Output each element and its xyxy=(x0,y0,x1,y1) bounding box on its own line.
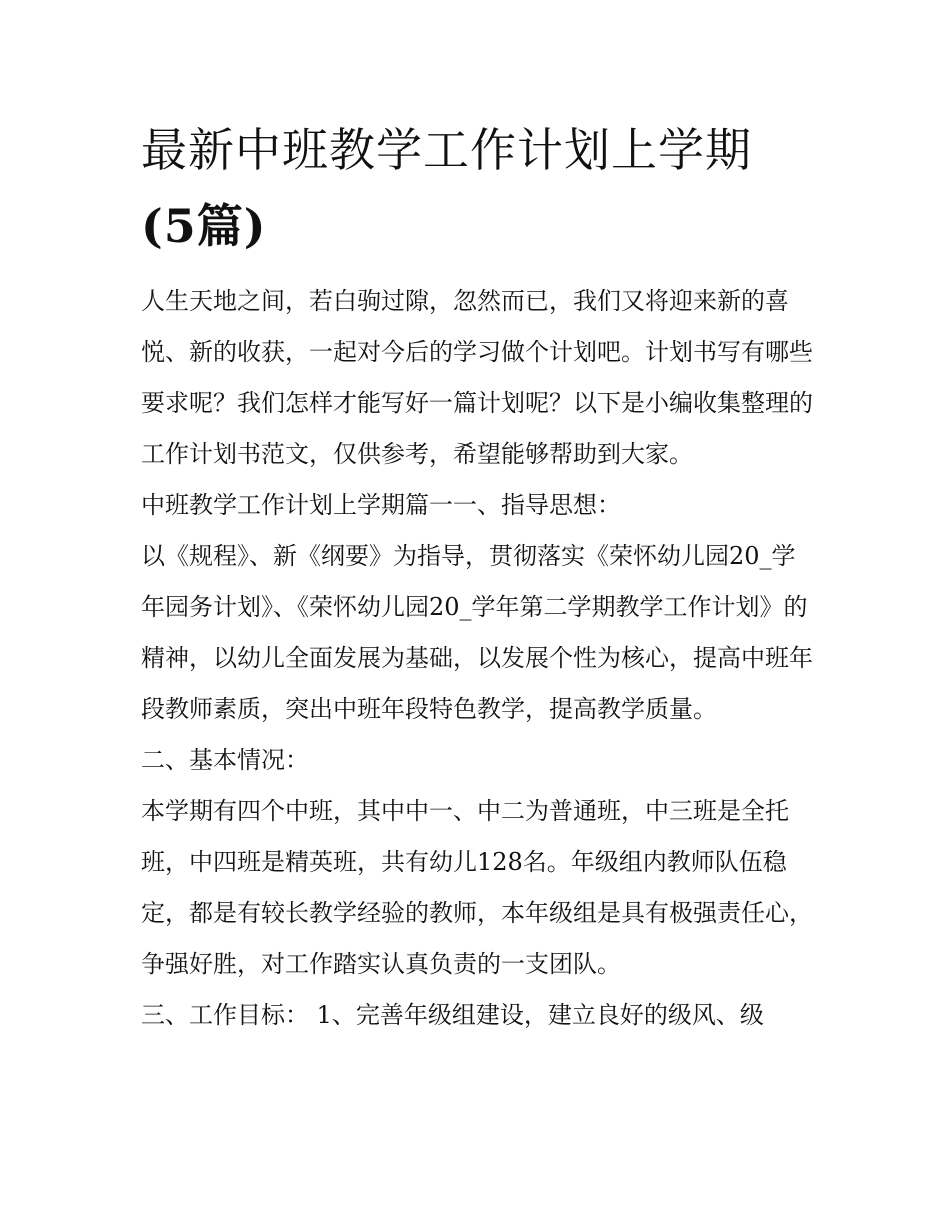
title-line-2: (5篇) xyxy=(141,199,267,253)
paragraph-basic-situation-heading: 二、基本情况： xyxy=(141,746,309,774)
paragraph-basic-situation: 本学期有四个中班，其中中一、中二为普通班，中三班是全托班，中四班是精英班，共有幼儿128名。年级组内教师队伍稳定，都是有较长教学经验的教师，本年级组是具有极强责任心，争强好胜，对工作踏实认真负责的一支团队。 xyxy=(141,797,813,978)
paragraph-work-goals: 三、工作目标： 1、完善年级组建设，建立良好的级风、级 xyxy=(141,1001,764,1029)
paragraph-guiding-ideology: 以《规程》、新《纲要》为指导，贯彻落实《荣怀幼儿园20_学年园务计划》、《荣怀幼儿园20_学年第二学期教学工作计划》的精神，以幼儿全面发展为基础，以发展个性为核心，提高中班年段教师素质，突出中班年段特色教学，提高教学质量。 xyxy=(141,542,813,723)
title-line-1: 最新中班教学工作计划上学期 xyxy=(141,123,752,177)
paragraph-section-heading: 中班教学工作计划上学期篇一一、指导思想： xyxy=(141,491,621,519)
document-title xyxy=(141,112,821,264)
paragraph-intro: 人生天地之间，若白驹过隙，忽然而已，我们又将迎来新的喜悦、新的收获，一起对今后的学习做个计划吧。计划书写有哪些要求呢？我们怎样才能写好一篇计划呢？以下是小编收集整理的工作计划书范文，仅供参考，希望能够帮助到大家。 xyxy=(141,287,813,468)
document-body xyxy=(141,276,813,1041)
